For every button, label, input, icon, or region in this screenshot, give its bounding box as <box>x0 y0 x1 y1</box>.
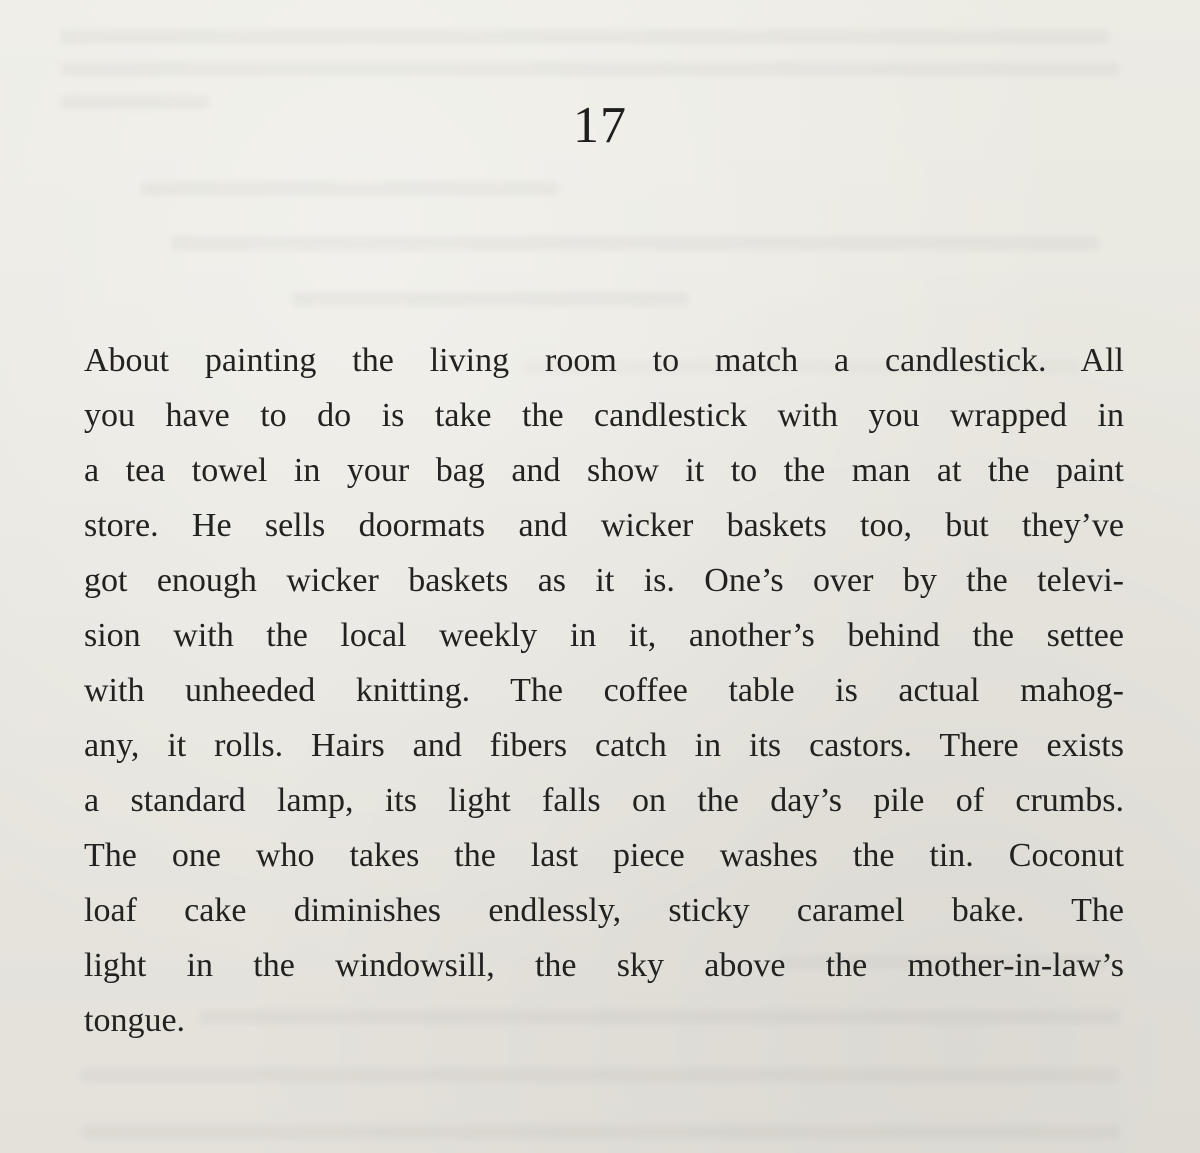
paragraph-line: a tea towel in your bag and show it to the man at the paint <box>84 452 1124 489</box>
paragraph-line: store. He sells doormats and wicker baskets too, but they’ve <box>84 507 1124 544</box>
paragraph-line: a standard lamp, its light falls on the day’s pile of crumbs. <box>84 782 1124 819</box>
paragraph-line: sion with the local weekly in it, another’s behind the settee <box>84 617 1124 654</box>
paragraph-line: loaf cake diminishes endlessly, sticky caramel bake. The <box>84 892 1124 929</box>
chapter-paragraph <box>84 333 1124 1048</box>
paragraph-line: any, it rolls. Hairs and fibers catch in its castors. There exists <box>84 727 1124 764</box>
paragraph-line: got enough wicker baskets as it is. One’s over by the televi- <box>84 562 1124 599</box>
chapter-number: 17 <box>573 97 627 154</box>
paragraph-line: About painting the living room to match a candlestick. All <box>84 342 1124 379</box>
paragraph-line: you have to do is take the candlestick with you wrapped in <box>84 397 1124 434</box>
paragraph-line: light in the windowsill, the sky above the mother-in-law’s <box>84 947 1124 984</box>
paragraph-line: with unheeded knitting. The coffee table is actual mahog- <box>84 672 1124 709</box>
paragraph-line: The one who takes the last piece washes the tin. Coconut <box>84 837 1124 874</box>
paragraph-line: tongue. <box>84 1002 186 1039</box>
